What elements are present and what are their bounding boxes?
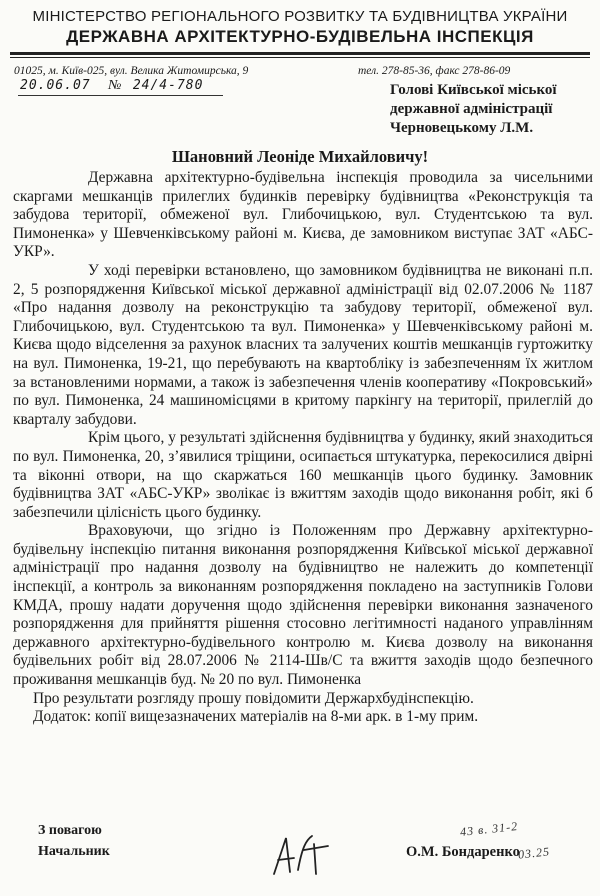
- recipient-line: державної адміністрації: [390, 101, 553, 117]
- handwritten-note: 43 в. 31-2: [459, 818, 519, 840]
- header-thick-rule: [10, 52, 590, 55]
- paragraph: Враховуючи, що згідно із Положенням про Державну архітектурно-будівельну інспекцію питання виконання розпорядження Київської міської державної адміністрації про надання дозволу на будівництво не належить до компетенції інспекції, а контроль за виконанням розпорядження покладено на заступників Голови КМДА, прошу надати доручення щодо здійснення перевірки виконання зазначеного розпорядження для прийняття рішення стосовно легітимності наданого управлінням державного архітектурно-будівельного контролю м. Києва дозволу на виконання будівельних робіт від 28.07.2006 № 2114-Шв/С та вжиття заходів щодо безпечного проживання мешканців буд. № 20 по вул. Пимоненка: [13, 522, 593, 689]
- ministry-name: МІНІСТЕРСТВО РЕГІОНАЛЬНОГО РОЗВИТКУ ТА БУДІВНИЦТВА УКРАЇНИ: [32, 8, 568, 25]
- signature-mark: [268, 830, 338, 880]
- recipient-name: Черновецькому Л.М.: [390, 120, 534, 136]
- paragraph: Державна архітектурно-будівельна інспекція проводила за чисельними скаргами мешканців прилеглих будинків перевірку будівництва «Реконструкція та забудова території, обмеженої вул. Глибочицькою, вул. Студентською та вул. Пимоненка» у Шевченківському районі м. Києва, де замовником виступає ЗАТ «АБС-УКР».: [13, 169, 593, 261]
- phone-fax: тел. 278-85-36, факс 278-86-09: [358, 65, 511, 77]
- letter-body: [13, 169, 593, 727]
- registration-line: [20, 78, 203, 94]
- registration-number-label: №: [108, 78, 122, 93]
- signatory-name: О.М. Бондаренко: [406, 844, 520, 860]
- recipient-line: Голові Київської міської: [390, 82, 557, 98]
- inspection-name: ДЕРЖАВНА АРХІТЕКТУРНО-БУДІВЕЛЬНА ІНСПЕКЦІЯ: [66, 27, 534, 46]
- salutation: Шановний Леоніде Михайловичу!: [171, 147, 429, 166]
- registration-date: 20.06.07: [20, 78, 91, 93]
- registration-underline: [18, 95, 223, 96]
- closing-block: [38, 820, 110, 862]
- closing-regards: З повагою: [38, 823, 102, 838]
- postal-address: 01025, м. Київ-025, вул. Велика Житомирська, 9: [14, 65, 249, 77]
- paragraph: Про результати розгляду прошу повідомити Держархбудінспекцію.: [33, 689, 474, 707]
- paragraph: Крім цього, у результаті здійснення будівництва у будинку, який знаходиться по вул. Пимоненка, 20, з’явилися тріщини, осипається штукатурка, перекосилися двірні та віконні отвори, на що скаржаться 160 мешканців цього будинку. Замовник будівництва ЗАТ «АБС-УКР» зволікає із вжиттям заходів щодо виконання робіт, які б забезпечили цілісність цього будинку.: [13, 429, 593, 521]
- paragraph: У ході перевірки встановлено, що замовником будівництва не виконані п.п. 2, 5 розпорядження Київської міської державної адміністрації від 02.07.2006 № 1187 «Про надання дозволу на реконструкцію та забудову території, обмеженої вул. Глибочицькою, вул. Студентською та вул. Пимоненка» у Шевченківському районі м. Києва щодо відселення за рахунок власних та залучених коштів мешканців гуртожитку на вул. Пимоненка, 19-21, що перебувають на квартобліку із забезпеченням їх житлом за встановленими нормами, а також із забезпечення членів кооперативу «Покровський» по вул. Пимоненка, 24 машиномісцями в критому паркінгу на території, прилеглій до кварталу забудови.: [13, 261, 593, 428]
- header-thin-rule: [10, 57, 590, 58]
- handwritten-note: 03.25: [517, 844, 551, 862]
- recipient-block: [390, 81, 557, 138]
- registration-number: 24/4-780: [132, 78, 204, 93]
- attachment-note: Додаток: копії вищезазначених матеріалів на 8-ми арк. в 1-му прим.: [33, 708, 479, 726]
- closing-title: Начальник: [38, 844, 110, 859]
